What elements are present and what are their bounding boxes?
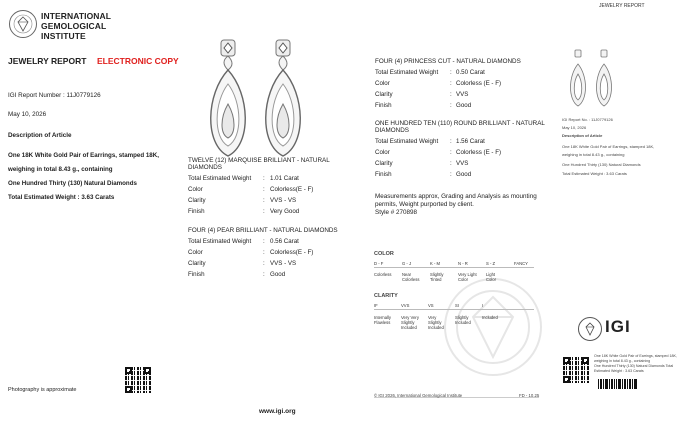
princess-row-value: VVS bbox=[456, 91, 469, 98]
right-description-heading: Description of Article bbox=[562, 133, 603, 138]
clarity_scale-label: Flawless bbox=[374, 320, 391, 325]
color_scale-label: Color bbox=[458, 277, 469, 282]
barcode bbox=[598, 379, 638, 389]
pear-row-label: Finish bbox=[188, 271, 205, 278]
marquise-row-value: Colorless(E - F) bbox=[270, 186, 314, 193]
princess-row-value: Colorless (E - F) bbox=[456, 80, 502, 87]
marquise-row-value: Very Good bbox=[270, 208, 300, 215]
pear-row-value: Colorless(E - F) bbox=[270, 249, 314, 256]
color_scale-grade: S - Z bbox=[486, 261, 496, 266]
marquise-row-label: Clarity bbox=[188, 197, 206, 204]
color_scale-grade: G - J bbox=[402, 261, 412, 266]
round-row-label: Clarity bbox=[375, 160, 393, 167]
clarity-scale-line bbox=[374, 309, 534, 310]
princess-row-colon: : bbox=[450, 102, 452, 109]
footer-copyright: © IGI 2026, International Gemological Institute bbox=[374, 393, 463, 398]
round-row-colon: : bbox=[450, 171, 452, 178]
princess-title: FOUR (4) PRINCESS CUT - NATURAL DIAMONDS bbox=[375, 58, 521, 65]
pear-row-colon: : bbox=[263, 238, 265, 245]
round-row-value: Good bbox=[456, 171, 472, 178]
clarity_scale-label: Slightly bbox=[455, 315, 469, 320]
clarity_scale-label: Slightly Included bbox=[401, 320, 417, 330]
earrings-thumbnail bbox=[566, 48, 616, 112]
qr-code bbox=[125, 367, 151, 393]
clarity_scale-label: Internally bbox=[374, 315, 391, 320]
earrings-photo bbox=[198, 34, 316, 169]
clarity_scale-grade: VVS bbox=[401, 303, 410, 308]
clarity_scale-label: Slightly Included bbox=[428, 320, 444, 330]
round-title-line-1: ONE HUNDRED TEN (110) ROUND BRILLIANT - NATURAL bbox=[375, 120, 545, 127]
round-row-label: Total Estimated Weight bbox=[375, 138, 439, 145]
princess-row-label: Finish bbox=[375, 102, 392, 109]
comments-line: Measurements approx, Grading and Analysis as mounting bbox=[375, 193, 537, 200]
marquise-row-colon: : bbox=[263, 175, 265, 182]
website: www.igi.org bbox=[259, 408, 296, 415]
princess-row-value: 0.50 Carat bbox=[456, 69, 485, 76]
description-line: One Hundred Thirty (130) Natural Diamonds bbox=[8, 180, 137, 187]
right-small-line: One Hundred Thirty (130) Natural Diamonds Total bbox=[594, 364, 674, 368]
right-desc-line: One Hundred Thirty (130) Natural Diamonds bbox=[562, 162, 641, 167]
report-date: May 10, 2026 bbox=[8, 111, 47, 118]
right-report-number: IGI Report No. : 11J0779126 bbox=[562, 117, 613, 122]
princess-row-label: Clarity bbox=[375, 91, 393, 98]
clarity_scale-grade: VS bbox=[428, 303, 434, 308]
pear-row-colon: : bbox=[263, 260, 265, 267]
igi-seal-icon bbox=[9, 10, 37, 38]
clarity_scale-grade: I bbox=[482, 303, 484, 308]
pear-title: FOUR (4) PEAR BRILLIANT - NATURAL DIAMONDS bbox=[188, 227, 338, 234]
color_scale-label: Near bbox=[402, 272, 412, 277]
marquise-row-label: Color bbox=[188, 186, 203, 193]
marquise-row-value: 1.01 Carat bbox=[270, 175, 299, 182]
round-row-value: VVS bbox=[456, 160, 469, 167]
comments-line: Style # 270898 bbox=[375, 209, 418, 216]
color-scale-line bbox=[374, 267, 534, 268]
color_scale-label: Colorless bbox=[374, 272, 392, 277]
princess-row-value: Good bbox=[456, 102, 472, 109]
right-date: May 10, 2026 bbox=[562, 125, 587, 130]
pear-row-label: Clarity bbox=[188, 260, 206, 267]
marquise-row-colon: : bbox=[263, 208, 265, 215]
pear-row-label: Total Estimated Weight bbox=[188, 238, 252, 245]
round-row-label: Color bbox=[375, 149, 390, 156]
princess-row-label: Color bbox=[375, 80, 390, 87]
institute-line-1: INTERNATIONAL bbox=[41, 11, 112, 21]
marquise-row-label: Finish bbox=[188, 208, 205, 215]
round-row-colon: : bbox=[450, 149, 452, 156]
footer-form: FD - 10.25 bbox=[519, 393, 540, 398]
right-qr-code bbox=[563, 357, 589, 383]
description-heading: Description of Article bbox=[8, 132, 72, 139]
color_scale-label: Slightly bbox=[430, 272, 444, 277]
photo-note: Photography is approximate bbox=[8, 387, 77, 393]
marquise-title-line-1: TWELVE (12) MARQUISE BRILLIANT - NATURAL bbox=[188, 157, 330, 164]
marquise-row-value: VVS - VS bbox=[270, 197, 297, 204]
comments-line: permits, Weight purported by client. bbox=[375, 201, 474, 208]
clarity-scale-title: CLARITY bbox=[374, 293, 398, 299]
clarity_scale-label: Very bbox=[428, 315, 437, 320]
description-line: One 18K White Gold Pair of Earrings, stamped 18K, bbox=[8, 152, 159, 159]
clarity_scale-grade: SI bbox=[455, 303, 459, 308]
marquise-row-label: Total Estimated Weight bbox=[188, 175, 252, 182]
igi-emblem-icon bbox=[578, 317, 602, 341]
clarity_scale-label: Included bbox=[482, 315, 498, 320]
color_scale-grade: N - R bbox=[458, 261, 468, 266]
description-line: weighing in total 8.43 g., containing bbox=[8, 166, 113, 173]
princess-row-colon: : bbox=[450, 91, 452, 98]
color-scale-title: COLOR bbox=[374, 251, 394, 257]
right-header: JEWELRY REPORT bbox=[599, 3, 645, 9]
color_scale-grade: K - M bbox=[430, 261, 441, 266]
color_scale-label: Color bbox=[486, 277, 497, 282]
marquise-row-colon: : bbox=[263, 197, 265, 204]
color_scale-label: Light bbox=[486, 272, 496, 277]
description-line: Total Estimated Weight : 3.63 Carats bbox=[8, 194, 115, 201]
princess-row-colon: : bbox=[450, 80, 452, 87]
right-small-line: Estimated Weight : 3.63 Carats bbox=[594, 369, 644, 373]
igi-logo-text: IGI bbox=[605, 317, 631, 336]
color_scale-grade: FANCY bbox=[514, 261, 528, 266]
color_scale-label: Tinted bbox=[430, 277, 442, 282]
round-title-line-2: DIAMONDS bbox=[375, 127, 409, 134]
pear-row-value: VVS - VS bbox=[270, 260, 297, 267]
color_scale-label: Very Light bbox=[458, 272, 477, 277]
right-small-line: weighing in total 8.43 g., containing bbox=[594, 359, 651, 363]
marquise-row-colon: : bbox=[263, 186, 265, 193]
right-small-line: One 18K White Gold Pair of Earrings, stamped 18K, bbox=[594, 354, 677, 358]
round-row-value: 1.56 Carat bbox=[456, 138, 485, 145]
electronic-copy-label: ELECTRONIC COPY bbox=[97, 56, 179, 66]
clarity_scale-grade: IF bbox=[374, 303, 378, 308]
pear-row-value: Good bbox=[270, 271, 286, 278]
round-row-colon: : bbox=[450, 138, 452, 145]
institute-line-2: GEMOLOGICAL bbox=[41, 21, 107, 31]
marquise-title-line-2: DIAMONDS bbox=[188, 164, 222, 171]
pear-row-label: Color bbox=[188, 249, 203, 256]
pear-row-colon: : bbox=[263, 249, 265, 256]
pear-row-colon: : bbox=[263, 271, 265, 278]
round-row-value: Colorless (E - F) bbox=[456, 149, 502, 156]
institute-line-3: INSTITUTE bbox=[41, 31, 86, 41]
right-desc-line: weighing in total 8.43 g., containing bbox=[562, 152, 625, 157]
right-desc-line: One 18K White Gold Pair of Earrings, stamped 18K, bbox=[562, 144, 655, 149]
princess-row-label: Total Estimated Weight bbox=[375, 69, 439, 76]
color_scale-grade: D - F bbox=[374, 261, 384, 266]
clarity_scale-label: Included bbox=[455, 320, 471, 325]
color_scale-label: Colorless bbox=[402, 277, 420, 282]
right-desc-line: Total Estimated Weight : 3.63 Carats bbox=[562, 171, 627, 176]
clarity_scale-label: Very Very bbox=[401, 315, 419, 320]
pear-row-value: 0.56 Carat bbox=[270, 238, 299, 245]
round-row-label: Finish bbox=[375, 171, 392, 178]
report-number: IGI Report Number : 11J0779126 bbox=[8, 92, 101, 99]
report-title: JEWELRY REPORT bbox=[8, 56, 87, 66]
round-row-colon: : bbox=[450, 160, 452, 167]
princess-row-colon: : bbox=[450, 69, 452, 76]
